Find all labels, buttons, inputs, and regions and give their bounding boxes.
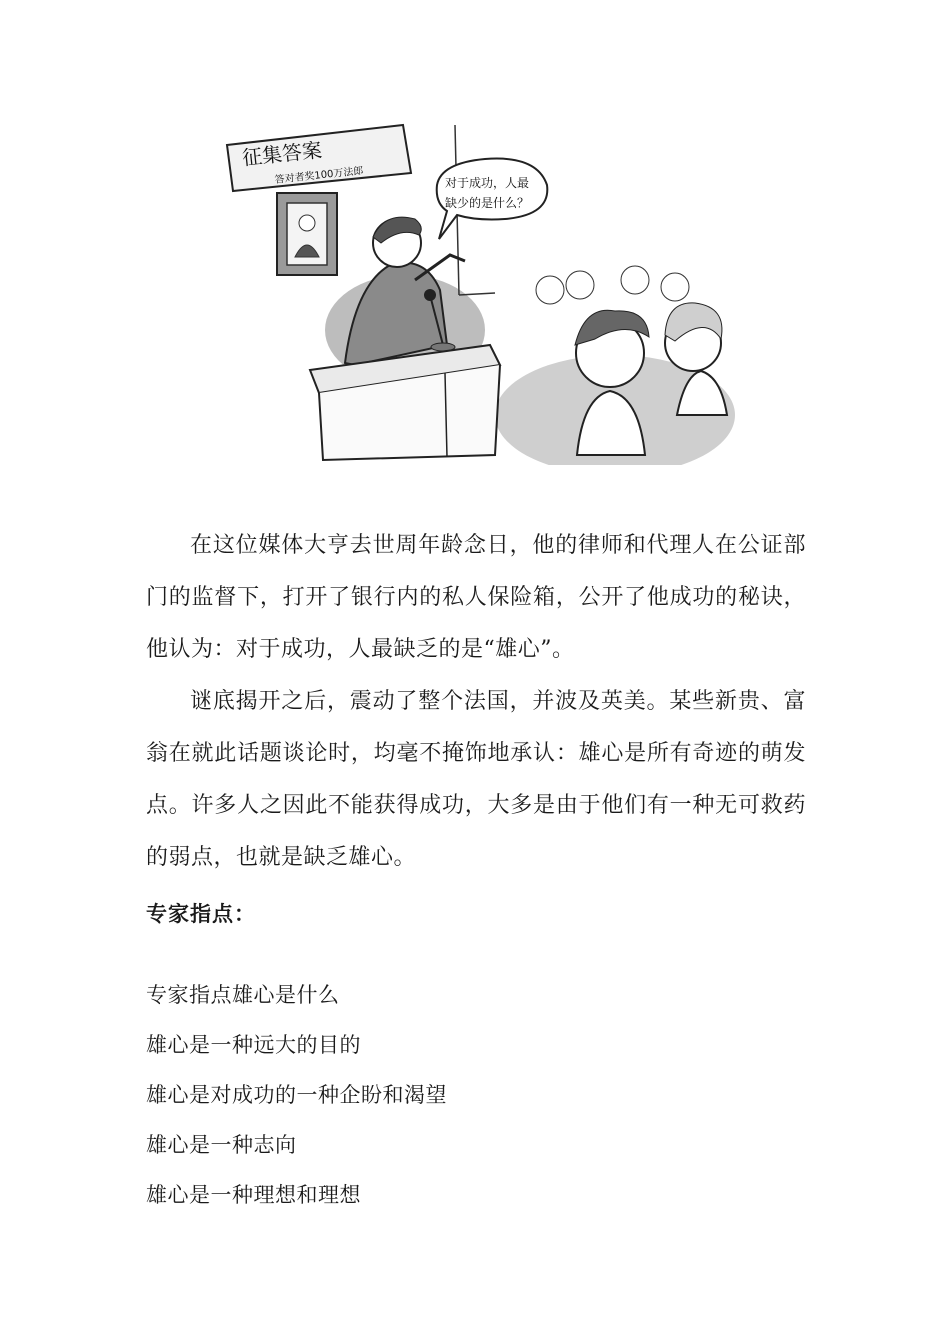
- cartoon-illustration: [215, 115, 735, 465]
- speech-bubble: [437, 159, 548, 239]
- speech-line-1: 对于成功，人最: [445, 176, 530, 190]
- body-text: [146, 520, 806, 884]
- expert-item: 雄心是一种志向: [146, 1133, 297, 1157]
- paragraph: 谜底揭开之后，震动了整个法国，并波及英美。某些新贵、富翁在就此话题谈论时，均毫不掩饰地承认：雄心是所有奇迹的萌发点。许多人之因此不能获得成功，大多是由于他们有一种无可救药的弱点，也就是缺乏雄心。: [146, 689, 806, 870]
- expert-item: 雄心是一种理想和理想: [146, 1183, 361, 1207]
- expert-heading: 专家指点：: [146, 902, 256, 926]
- banner-subtitle: 答对者奖100万法郎: [274, 165, 364, 186]
- banner-title: 征集答案: [241, 137, 324, 170]
- expert-item: 雄心是一种远大的目的: [146, 1033, 361, 1057]
- desk: [310, 345, 500, 460]
- expert-item: 专家指点雄心是什么: [146, 983, 340, 1007]
- expert-item: 雄心是对成功的一种企盼和渴望: [146, 1083, 447, 1107]
- portrait-frame: [277, 193, 337, 275]
- banner: [227, 125, 411, 191]
- expert-list: [146, 970, 447, 1220]
- paragraph: 在这位媒体大亨去世周年龄念日，他的律师和代理人在公证部门的监督下，打开了银行内的私人保险箱，公开了他成功的秘诀，他认为：对于成功，人最缺乏的是“雄心”。: [146, 533, 806, 662]
- speech-line-2: 缺少的是什么？: [445, 196, 530, 210]
